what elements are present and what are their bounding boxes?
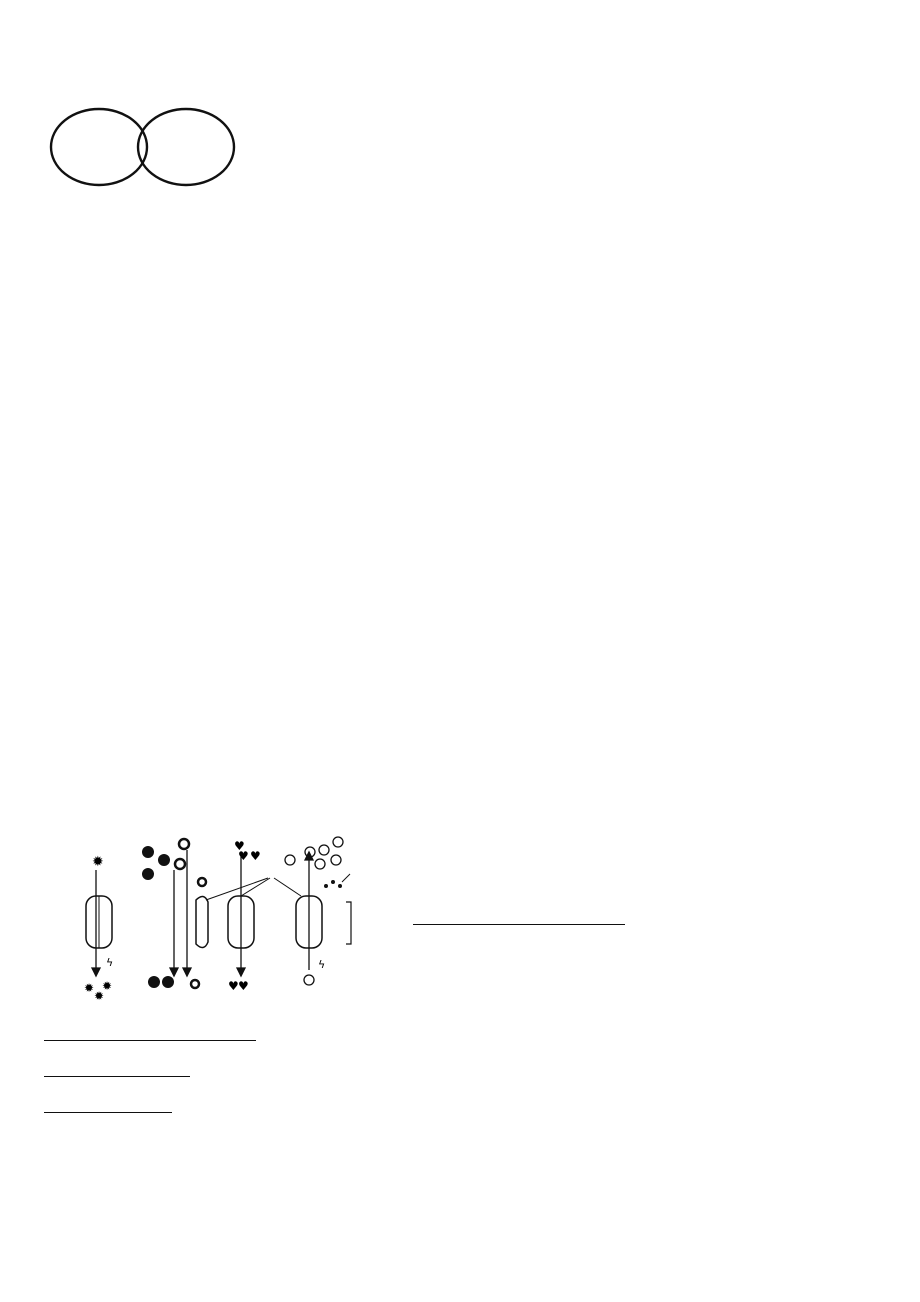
venn-circle-left <box>51 109 147 185</box>
q9-line-2 <box>44 1062 190 1083</box>
svg-text:♥: ♥ <box>228 979 239 993</box>
blank-B[interactable] <box>483 910 553 925</box>
q9-line-3 <box>44 1098 172 1119</box>
venn-circle-right <box>138 109 234 185</box>
svg-text:✹: ✹ <box>92 854 104 870</box>
blank-glucose[interactable] <box>44 1098 132 1113</box>
svg-text:♥: ♥ <box>250 849 261 863</box>
blank-D[interactable] <box>553 910 625 925</box>
blank-passive[interactable] <box>44 1062 102 1077</box>
blank-function[interactable] <box>44 1026 160 1041</box>
venn-diagram <box>44 100 244 195</box>
svg-text:ϟ: ϟ <box>318 958 326 971</box>
membrane-figure <box>56 830 386 1005</box>
svg-text:ϟ: ϟ <box>106 956 114 969</box>
blank-answer[interactable] <box>132 1098 172 1113</box>
blank-A[interactable] <box>413 910 483 925</box>
carrier-protein <box>196 896 208 947</box>
blank-property[interactable] <box>160 1026 256 1041</box>
svg-text:✹: ✹ <box>102 979 113 993</box>
q9-side-text <box>413 910 625 931</box>
blank-oxygen[interactable] <box>102 1062 190 1077</box>
svg-text:✹: ✹ <box>84 981 95 995</box>
svg-text:♥: ♥ <box>238 979 249 993</box>
q9-line-1 <box>44 1026 256 1047</box>
svg-text:♥: ♥ <box>238 849 249 863</box>
svg-text:♥: ♥ <box>234 839 245 853</box>
svg-text:✹: ✹ <box>94 989 105 1003</box>
